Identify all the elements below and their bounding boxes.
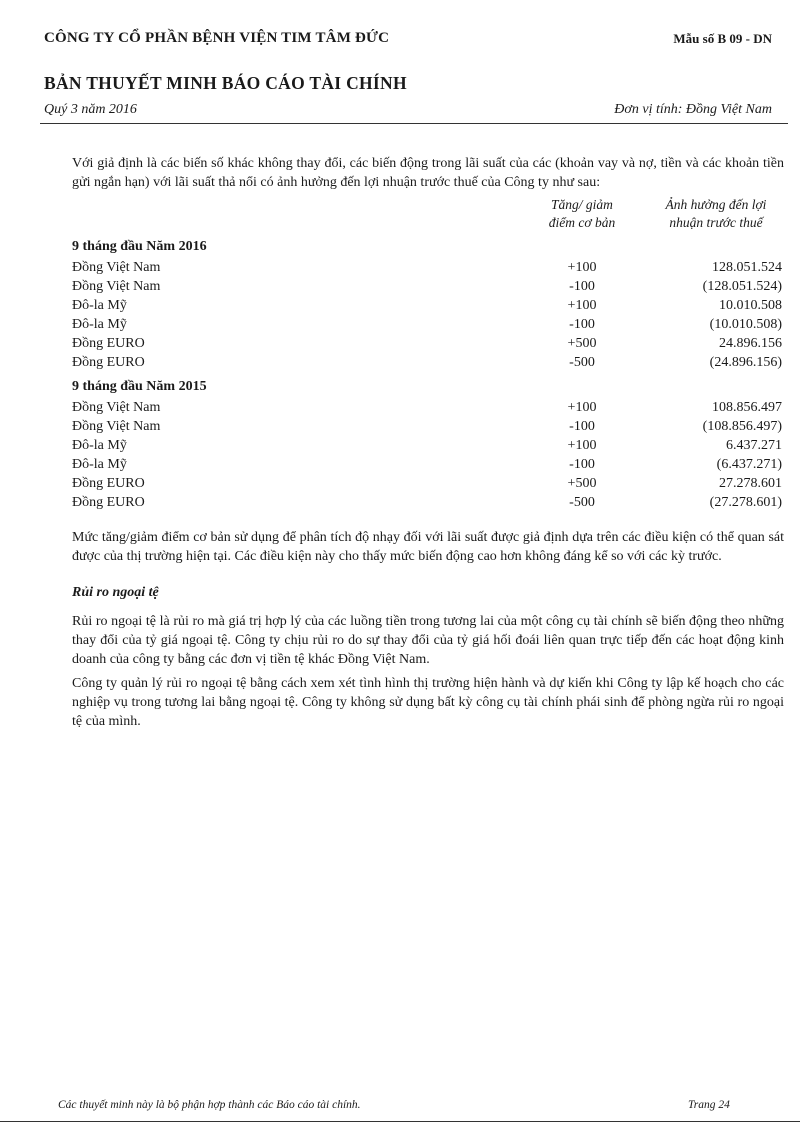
row-profit-effect: 6.437.271	[726, 438, 782, 453]
row-profit-effect: (108.856.497)	[702, 419, 782, 434]
row-basis-points: -500	[569, 495, 595, 510]
table-row	[72, 277, 782, 296]
table-row	[72, 455, 782, 474]
row-currency: Đô-la Mỹ	[72, 298, 127, 313]
row-profit-effect: 24.896.156	[719, 336, 782, 351]
row-profit-effect: (6.437.271)	[716, 457, 782, 472]
row-basis-points: +100	[567, 400, 597, 415]
column-header-profit-effect-line2: nhuận trước thuế	[669, 215, 763, 230]
row-currency: Đồng Việt Nam	[72, 260, 161, 275]
page-number: Trang 24	[688, 1099, 730, 1111]
row-profit-effect: (27.278.601)	[709, 495, 782, 510]
document-title: BẢN THUYẾT MINH BÁO CÁO TÀI CHÍNH	[44, 73, 407, 93]
intro-paragraph: Với giả định là các biến số khác không thay đổi, các biến động trong lãi suất của các (khoản vay và nợ, tiền và các khoản tiền gửi ngắn hạn) với lãi suất thả nổi có ảnh hưởng đến lợi nhuận trước thuế của Công ty như sau:	[72, 156, 784, 190]
row-basis-points: +500	[567, 336, 597, 351]
row-basis-points: +500	[567, 476, 597, 491]
table-row	[72, 436, 782, 455]
row-currency: Đô-la Mỹ	[72, 438, 127, 453]
row-basis-points: -500	[569, 355, 595, 370]
row-profit-effect: (24.896.156)	[709, 355, 782, 370]
row-currency: Đồng Việt Nam	[72, 400, 161, 415]
form-number: Mẫu số B 09 - DN	[673, 31, 772, 46]
footer-note: Các thuyết minh này là bộ phận hợp thành các Báo cáo tài chính.	[58, 1099, 361, 1111]
table-row	[72, 334, 782, 353]
row-profit-effect: 128.051.524	[712, 260, 782, 275]
fx-risk-paragraph-1: Rủi ro ngoại tệ là rủi ro mà giá trị hợp lý của các luồng tiền trong tương lai của một công cụ tài chính sẽ biến động theo những thay đổi của tỷ giá ngoại tệ. Công ty chịu rủi ro do sự thay đổi của tỷ giá hối đoái liên quan trực tiếp đến các hoạt động kinh doanh của công ty bằng các đơn vị tiền tệ khác Đồng Việt Nam.	[72, 614, 784, 667]
company-name: CÔNG TY CỔ PHẦN BỆNH VIỆN TIM TÂM ĐỨC	[44, 30, 390, 46]
row-basis-points: -100	[569, 419, 595, 434]
table-row	[72, 417, 782, 436]
row-currency: Đồng EURO	[72, 476, 145, 491]
row-profit-effect: 108.856.497	[712, 400, 782, 415]
row-currency: Đồng Việt Nam	[72, 279, 161, 294]
row-basis-points: +100	[567, 438, 597, 453]
row-basis-points: -100	[569, 279, 595, 294]
row-profit-effect: (10.010.508)	[709, 317, 782, 332]
row-profit-effect: (128.051.524)	[702, 279, 782, 294]
column-header-profit-effect-line1: Ảnh hưởng đến lợi	[665, 197, 767, 212]
row-currency: Đồng EURO	[72, 336, 145, 351]
currency-unit: Đơn vị tính: Đồng Việt Nam	[614, 102, 772, 117]
report-period: Quý 3 năm 2016	[44, 102, 137, 117]
section-title-2016: 9 tháng đầu Năm 2016	[72, 239, 207, 254]
row-basis-points: +100	[567, 298, 597, 313]
fx-risk-paragraph-2: Công ty quản lý rủi ro ngoại tệ bằng cách xem xét tình hình thị trường hiện hành và dự kiến khi Công ty lập kế hoạch cho các nghiệp vụ trong tương lai bằng ngoại tệ. Công ty không sử dụng bất kỳ công cụ tài chính phái sinh để phòng ngừa rủi ro ngoại tệ của mình.	[72, 676, 784, 729]
column-header-basis-points	[522, 196, 642, 232]
fx-risk-heading: Rủi ro ngoại tệ	[72, 585, 159, 600]
table-row	[72, 493, 782, 512]
row-currency: Đồng EURO	[72, 495, 145, 510]
table-row	[72, 296, 782, 315]
column-header-basis-points-line2: điểm cơ bản	[548, 215, 616, 230]
row-basis-points: +100	[567, 260, 597, 275]
column-header-profit-effect	[648, 196, 784, 232]
row-currency: Đô-la Mỹ	[72, 317, 127, 332]
table-row	[72, 315, 782, 334]
row-basis-points: -100	[569, 457, 595, 472]
row-profit-effect: 10.010.508	[719, 298, 782, 313]
row-currency: Đô-la Mỹ	[72, 457, 127, 472]
column-header-basis-points-line1: Tăng/ giảm	[551, 197, 613, 212]
row-currency: Đồng EURO	[72, 355, 145, 370]
table-row	[72, 398, 782, 417]
section-title-2015: 9 tháng đầu Năm 2015	[72, 379, 207, 394]
table-row	[72, 258, 782, 277]
row-basis-points: -100	[569, 317, 595, 332]
table-row	[72, 353, 782, 372]
header-divider	[40, 123, 788, 124]
row-profit-effect: 27.278.601	[719, 476, 782, 491]
footer-divider	[0, 1121, 800, 1122]
table-row	[72, 474, 782, 493]
basis-points-note: Mức tăng/giảm điểm cơ bản sử dụng để phân tích độ nhạy đối với lãi suất được giả định dựa trên các điều kiện có thể quan sát được của thị trường hiện tại. Các điều kiện này cho thấy mức biến động cao hơn không đáng kể so với các kỳ trước.	[72, 530, 784, 564]
row-currency: Đồng Việt Nam	[72, 419, 161, 434]
